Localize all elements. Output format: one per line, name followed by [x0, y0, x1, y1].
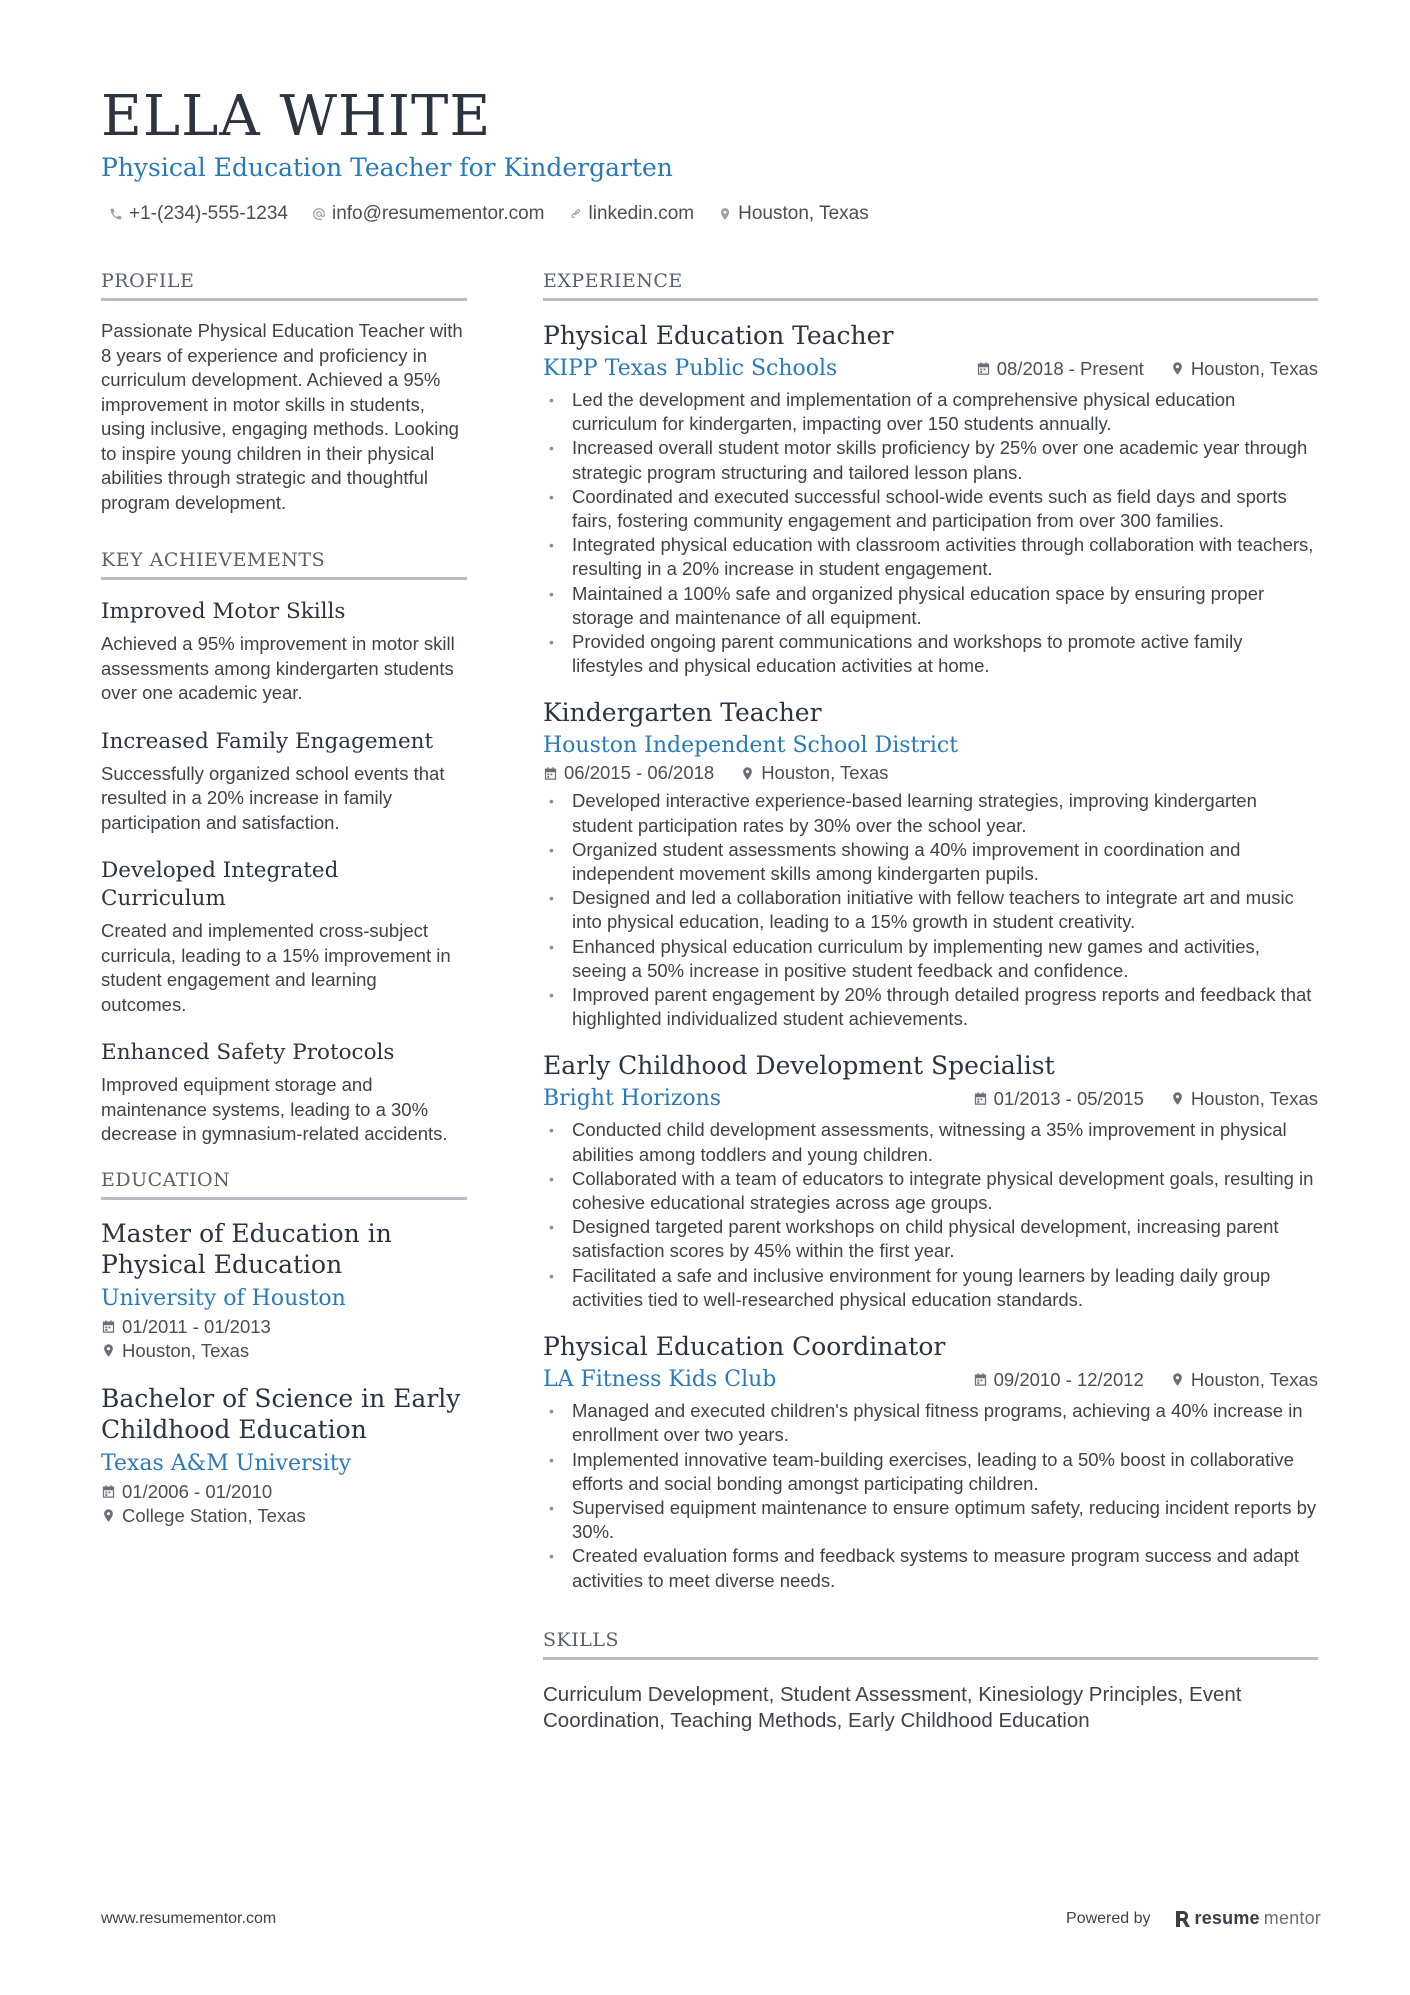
calendar-icon [976, 361, 991, 376]
edu-location [101, 1339, 467, 1363]
resumementor-logo-icon [1173, 1909, 1191, 1929]
job-meta [543, 761, 1318, 785]
phone-icon [109, 207, 123, 221]
calendar-icon [973, 1091, 988, 1106]
skills-section [543, 1629, 1318, 1734]
job-bullet: • Improved parent engagement by 20% through detailed progress reports and feedback that highlighted individualized student achievements. [543, 983, 1318, 1031]
degree-title: Master of Education in Physical Education [101, 1218, 392, 1279]
candidate-title: Physical Education Teacher for Kindergarten [101, 153, 673, 182]
job-row [543, 1083, 1318, 1114]
achievement-item [101, 1039, 467, 1147]
job-bullets [543, 1399, 1318, 1593]
contact-location [718, 203, 869, 225]
powered-by [1066, 1908, 1321, 1929]
achievement-item [101, 598, 467, 706]
contact-linkedin[interactable] [569, 203, 695, 225]
achievements-heading: KEY ACHIEVEMENTS [101, 549, 467, 580]
achievement-item [101, 857, 467, 1017]
job-dates-text: 06/2015 - 06/2018 [564, 762, 715, 784]
map-pin-icon [1170, 1372, 1185, 1387]
job-dates-text: 01/2013 - 05/2015 [993, 1087, 1144, 1109]
left-column [101, 270, 467, 1562]
edu-dates-text: 01/2006 - 01/2010 [122, 1480, 273, 1502]
profile-heading: PROFILE [101, 270, 467, 301]
linkedin-text: linkedin.com [588, 203, 695, 224]
skills-text: Curriculum Development, Student Assessment, Kinesiology Principles, Event Coordination, Teaching Methods, Early Childhood Education [543, 1682, 1242, 1732]
job-entry [543, 1330, 1318, 1593]
brand-bold: resume [1194, 1908, 1260, 1928]
brand-light: mentor [1263, 1908, 1321, 1928]
job-dates [973, 1368, 1144, 1392]
phone-text: +1-(234)-555-1234 [129, 203, 288, 224]
achievement-title: Developed Integrated Curriculum [101, 858, 339, 911]
education-item [101, 1383, 467, 1528]
job-row [543, 353, 1318, 384]
job-bullet: • Facilitated a safe and inclusive environment for young learners by leading daily group activities tied to well-researched physical education standards. [543, 1264, 1318, 1312]
calendar-icon [101, 1319, 116, 1334]
job-bullet: • Organized student assessments showing a 40% improvement in coordination and independent movement skills among kindergarten pupils. [543, 838, 1318, 886]
job-entry [543, 696, 1318, 1031]
experience-section [543, 270, 1318, 1593]
job-title: Physical Education Teacher [543, 321, 894, 350]
job-bullets [543, 388, 1318, 678]
job-location [740, 761, 888, 785]
contact-phone[interactable] [109, 203, 288, 225]
job-dates-text: 08/2018 - Present [996, 357, 1144, 379]
edu-location-text: College Station, Texas [122, 1504, 306, 1526]
job-title: Kindergarten Teacher [543, 698, 822, 728]
achievements-section [101, 549, 467, 1147]
job-bullet: • Designed and led a collaboration initiative with fellow teachers to integrate art and music into physical education, leading to a 15% growth in student creativity. [543, 886, 1318, 934]
calendar-icon [973, 1372, 988, 1387]
job-bullet: • Maintained a 100% safe and organized physical education space by ensuring proper storage and maintenance of all equipment. [543, 582, 1318, 630]
company-name: Houston Independent School District [543, 733, 959, 759]
achievement-title: Improved Motor Skills [101, 599, 346, 624]
education-section [101, 1169, 467, 1528]
achievement-item [101, 728, 467, 836]
job-location-text: Houston, Texas [1190, 1087, 1318, 1109]
footer-url[interactable]: www.resumementor.com [101, 1909, 277, 1927]
map-pin-icon [1170, 1091, 1185, 1106]
job-title: Physical Education Coordinator [543, 1332, 946, 1362]
company-name: Bright Horizons [543, 1086, 722, 1112]
candidate-name: ELLA WHITE [101, 84, 492, 149]
job-bullet: • Integrated physical education with classroom activities through collaboration with teachers, resulting in a 20% increase in student engagement. [543, 533, 1318, 581]
job-bullets [543, 789, 1318, 1031]
company-name: KIPP Texas Public Schools [543, 356, 838, 381]
job-entry [543, 319, 1318, 678]
profile-section [101, 270, 467, 515]
map-pin-icon [740, 766, 755, 781]
powered-by-label: Powered by [1066, 1909, 1151, 1927]
education-heading: EDUCATION [101, 1169, 467, 1200]
job-location-text: Houston, Texas [761, 762, 889, 784]
at-icon [312, 207, 326, 221]
job-bullet: • Designed targeted parent workshops on child physical development, increasing parent satisfaction scores by 45% within the first year. [543, 1215, 1318, 1263]
achievement-title: Enhanced Safety Protocols [101, 1040, 395, 1065]
achievement-text: Created and implemented cross-subject curricula, leading to a 15% improvement in student engagement and learning outcomes. [101, 920, 451, 1015]
education-item [101, 1218, 467, 1363]
job-title: Early Childhood Development Specialist [543, 1051, 1055, 1081]
calendar-icon [101, 1484, 116, 1499]
job-location-text: Houston, Texas [1190, 1368, 1318, 1390]
edu-location [101, 1504, 467, 1528]
email-text: info@resumementor.com [331, 203, 545, 224]
job-location [1170, 1368, 1318, 1392]
job-bullet: • Provided ongoing parent communications and workshops to promote active family lifestyles and physical education activities at home. [543, 630, 1318, 678]
calendar-icon [543, 766, 558, 781]
job-dates [976, 357, 1144, 381]
degree-title: Bachelor of Science in Early Childhood Education [101, 1383, 461, 1444]
map-pin-icon [718, 207, 732, 221]
job-bullet: • Increased overall student motor skills proficiency by 25% over one academic year through strategic program structuring and tailored lesson plans. [543, 436, 1318, 484]
job-bullet: • Implemented innovative team-building exercises, leading to a 50% boost in collaborative efforts and social bonding amongst participating children. [543, 1448, 1318, 1496]
job-meta [973, 1087, 1318, 1111]
job-bullet: • Coordinated and executed successful school-wide events such as field days and sports fairs, fostering community engagement and participation from over 300 families. [543, 485, 1318, 533]
job-location [1170, 357, 1318, 381]
job-dates [543, 761, 714, 785]
map-pin-icon [1170, 361, 1185, 376]
company-name: LA Fitness Kids Club [543, 1367, 777, 1393]
school-name: Texas A&M University [101, 1450, 352, 1476]
link-icon [569, 207, 583, 221]
edu-location-text: Houston, Texas [122, 1339, 250, 1361]
job-bullet: • Developed interactive experience-based learning strategies, improving kindergarten student participation rates by 30% over the school year. [543, 789, 1318, 837]
job-bullet: • Supervised equipment maintenance to ensure optimum safety, reducing incident reports by 30%. [543, 1496, 1318, 1544]
contact-row [109, 203, 1321, 225]
brand-logo[interactable] [1173, 1908, 1321, 1929]
job-row [543, 1364, 1318, 1395]
right-column [543, 270, 1318, 1768]
job-meta [976, 357, 1318, 381]
job-dates-text: 09/2010 - 12/2012 [993, 1368, 1144, 1390]
job-location [1170, 1087, 1318, 1111]
achievement-text: Improved equipment storage and maintenance systems, leading to a 30% decrease in gymnasium-related accidents. [101, 1074, 448, 1144]
job-entry [543, 1049, 1318, 1312]
skills-heading: SKILLS [543, 1629, 1318, 1660]
achievement-title: Increased Family Engagement [101, 728, 434, 754]
job-dates [973, 1087, 1144, 1111]
school-name: University of Houston [101, 1285, 346, 1311]
job-location-text: Houston, Texas [1190, 357, 1318, 379]
job-meta [973, 1368, 1318, 1392]
job-bullet: • Collaborated with a team of educators to integrate physical development goals, resulting in cohesive educational strategies across age groups. [543, 1167, 1318, 1215]
profile-text: Passionate Physical Education Teacher with 8 years of experience and proficiency in curriculum development. Achieved a 95% improvement in motor skills in students, using inclusive, engaging methods. Looking to inspire young children in their physical abilities through strategic and thoughtful program development. [101, 320, 463, 513]
job-bullet: • Created evaluation forms and feedback systems to measure program success and adapt activities to meet diverse needs. [543, 1544, 1318, 1592]
achievement-text: Successfully organized school events that resulted in a 20% increase in family participation and satisfaction. [101, 762, 445, 833]
job-bullet: • Conducted child development assessments, witnessing a 35% improvement in physical abilities among toddlers and young children. [543, 1118, 1318, 1166]
edu-dates [101, 1315, 467, 1339]
header [101, 85, 1321, 225]
job-bullets [543, 1118, 1318, 1312]
job-bullet: • Led the development and implementation of a comprehensive physical education curriculum for kindergarten, impacting over 150 students annually. [543, 388, 1318, 436]
edu-dates [101, 1480, 467, 1504]
job-bullet: • Managed and executed children's physical fitness programs, achieving a 40% increase in enrollment over two years. [543, 1399, 1318, 1447]
achievement-text: Achieved a 95% improvement in motor skill assessments among kindergarten students over one academic year. [101, 633, 455, 703]
location-text: Houston, Texas [738, 203, 869, 224]
experience-heading: EXPERIENCE [543, 270, 1318, 301]
edu-dates-text: 01/2011 - 01/2013 [122, 1315, 271, 1337]
job-bullet: • Enhanced physical education curriculum by implementing new games and activities, seeing a 50% increase in positive student feedback and confidence. [543, 935, 1318, 983]
map-pin-icon [101, 1508, 116, 1523]
contact-email[interactable] [312, 203, 545, 225]
map-pin-icon [101, 1343, 116, 1358]
footer [101, 1908, 1321, 1929]
